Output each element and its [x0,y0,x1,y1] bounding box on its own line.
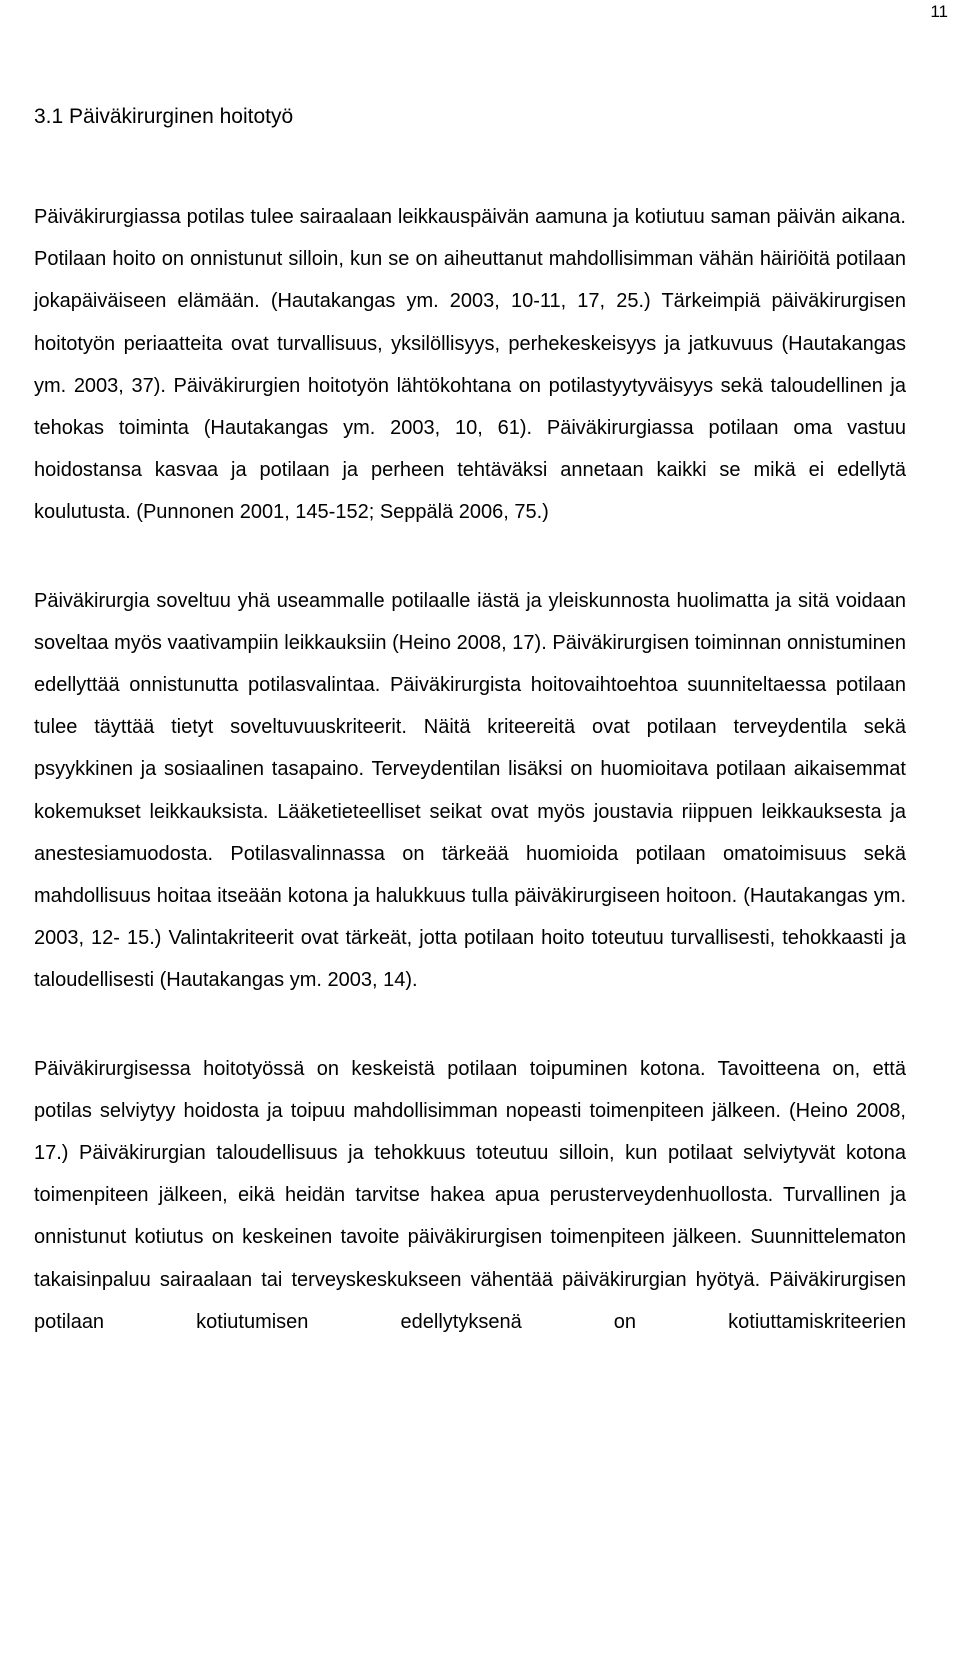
paragraph: Päiväkirurgiassa potilas tulee sairaalaan leikkauspäivän aamuna ja kotiutuu saman päivän aikana. Potilaan hoito on onnistunut silloin, kun se on aiheuttanut mahdollisimman vähän häiriöitä potilaan jokapäiväiseen elämään. (Hautakangas ym. 2003, 10-11, 17, 25.) Tärkeimpiä päiväkirurgisen hoitotyön periaatteita ovat turvallisuus, yksilöllisyys, perhekeskeisyys ja jatkuvuus (Hautakangas ym. 2003, 37). Päiväkirurgien hoitotyön lähtökohtana on potilastyytyväisyys sekä taloudellinen ja tehokas toiminta (Hautakangas ym. 2003, 10, 61). Päiväkirurgiassa potilaan oma vastuu hoidostansa kasvaa ja potilaan ja perheen tehtäväksi annetaan kaikki se mikä ei edellytä koulutusta. (Punnonen 2001, 145-152; Seppälä 2006, 75.) [34,206,906,524]
section-heading: 3.1 Päiväkirurginen hoitotyö [34,105,294,128]
paragraph: Päiväkirurgia soveltuu yhä useammalle potilaalle iästä ja yleiskunnosta huolimatta ja sitä voidaan soveltaa myös vaativampiin leikkauksiin (Heino 2008, 17). Päiväkirurgisen toiminnan onnistuminen edellyttää onnistunutta potilasvalintaa. Päiväkirurgista hoitovaihtoehtoa suunniteltaessa potilaan tulee täyttää tietyt soveltuvuuskriteerit. Näitä kriteereitä ovat potilaan terveydentila sekä psyykkinen ja sosiaalinen tasapaino. Terveydentilan lisäksi on huomioitava potilaan aikaisemmat kokemukset leikkauksista. Lääketieteelliset seikat ovat myös joustavia riippuen leikkauksesta ja anestesiamuodosta. Potilasvalinnassa on tärkeää huomioida potilaan omatoimisuus sekä mahdollisuus hoitaa itseään kotona ja halukkuus tulla päiväkirurgiseen hoitoon. (Hautakangas ym. 2003, 12- 15.) Valintakriteerit ovat tärkeät, jotta potilaan hoito toteutuu turvallisesti, tehokkaasti ja taloudellisesti (Hautakangas ym. 2003, 14). [34,589,906,992]
body-text [34,196,906,1343]
page-number: 11 [930,2,948,21]
paragraph: Päiväkirurgisessa hoitotyössä on keskeistä potilaan toipuminen kotona. Tavoitteena on, että potilas selviytyy hoidosta ja toipuu mahdollisimman nopeasti toimenpiteen jälkeen. (Heino 2008, 17.) Päiväkirurgian taloudellisuus ja tehokkuus toteutuu silloin, kun potilaat selviytyvät kotona toimenpiteen jälkeen, eikä heidän tarvitse hakea apua perusterveydenhuollosta. Turvallinen ja onnistunut kotiutus on keskeinen tavoite päiväkirurgisen toimenpiteen jälkeen. Suunnittelematon takaisinpaluu sairaalaan tai terveyskeskukseen vähentää päiväkirurgian hyötyä. Päiväkirurgisen potilaan kotiutumisen edellytyksenä on kotiuttamiskriteerien [34,1057,906,1333]
